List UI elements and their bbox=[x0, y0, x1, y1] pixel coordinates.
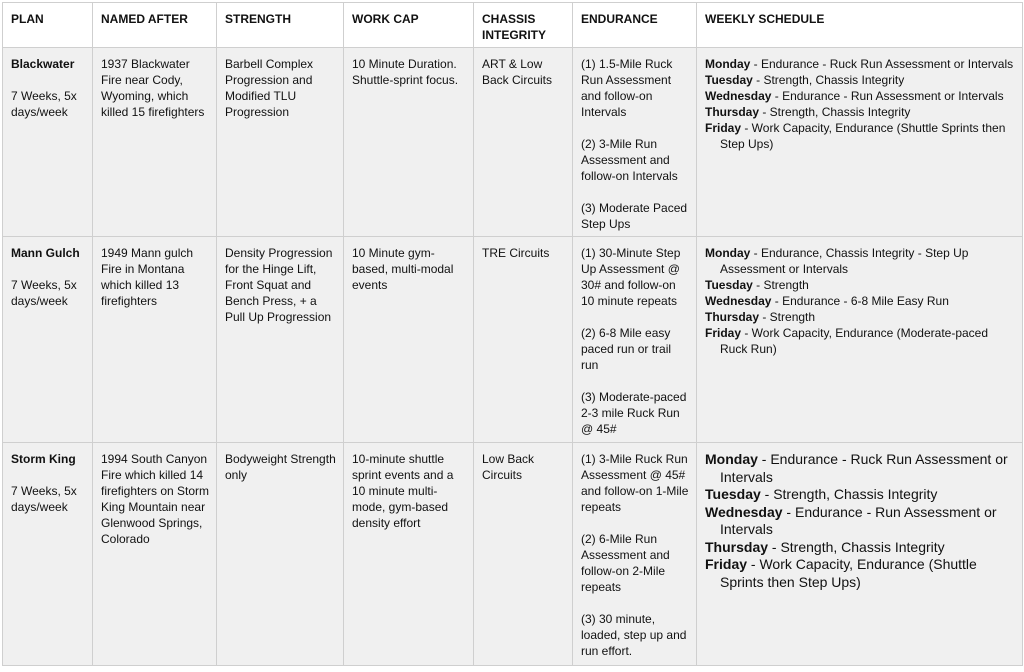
schedule-day: Thursday bbox=[705, 105, 760, 119]
work-cap-cell: 10-minute shuttle sprint events and a 10 minute multi-mode, gym-based density effort bbox=[344, 443, 474, 666]
schedule-line bbox=[705, 277, 1016, 293]
chassis-cell: Low Back Circuits bbox=[474, 443, 573, 666]
plan-cell bbox=[3, 443, 93, 666]
header-strength: STRENGTH bbox=[217, 3, 344, 48]
header-plan: PLAN bbox=[3, 3, 93, 48]
schedule-text: - Strength bbox=[752, 278, 809, 292]
header-endurance: ENDURANCE bbox=[573, 3, 697, 48]
schedule-day: Monday bbox=[705, 451, 758, 467]
schedule-line bbox=[705, 556, 1016, 591]
schedule-text: - Endurance - Run Assessment or Intervals bbox=[771, 89, 1004, 103]
header-chassis-integrity: CHASSIS INTEGRITY bbox=[474, 3, 573, 48]
schedule-text: - Work Capacity, Endurance (Shuttle Sprints then Step Ups) bbox=[720, 556, 977, 590]
schedule-day: Monday bbox=[705, 246, 751, 260]
schedule-day: Thursday bbox=[705, 538, 769, 555]
schedule-text: - Endurance - Ruck Run Assessment or Intervals bbox=[750, 57, 1014, 71]
endurance-item: (1) 3-Mile Ruck Run Assessment @ 45# and follow-on 1-Mile repeats bbox=[581, 452, 689, 514]
schedule-line bbox=[705, 72, 1016, 88]
endurance-item: (1) 1.5-Mile Ruck Run Assessment and follow-on Intervals bbox=[581, 57, 673, 119]
endurance-item: (1) 30-Minute Step Up Assessment @ 30# and follow-on 10 minute repeats bbox=[581, 246, 681, 308]
named-after-cell: 1949 Mann gulch Fire in Montana which killed 13 firefighters bbox=[93, 237, 217, 443]
schedule-line bbox=[705, 293, 1016, 309]
strength-cell: Barbell Complex Progression and Modified TLU Progression bbox=[217, 48, 344, 237]
plan-meta: 7 Weeks, 5x days/week bbox=[11, 484, 77, 514]
plan-name: Blackwater bbox=[11, 57, 75, 71]
schedule-line bbox=[705, 539, 1016, 557]
schedule-day: Friday bbox=[705, 556, 748, 572]
schedule-text: - Endurance - Run Assessment or Intervals bbox=[720, 503, 997, 537]
plan-meta: 7 Weeks, 5x days/week bbox=[11, 89, 77, 119]
schedule-day: Monday bbox=[705, 57, 751, 71]
plan-cell bbox=[3, 237, 93, 443]
training-plans-table bbox=[2, 2, 1023, 666]
endurance-item: (3) Moderate-paced 2-3 mile Ruck Run @ 45# bbox=[581, 390, 687, 436]
endurance-item: (3) 30 minute, loaded, step up and run effort. bbox=[581, 612, 687, 658]
table-row bbox=[3, 237, 1023, 443]
schedule-day: Tuesday bbox=[705, 278, 753, 292]
schedule-day: Wednesday bbox=[705, 503, 783, 520]
schedule-cell bbox=[697, 443, 1023, 666]
plan-cell bbox=[3, 48, 93, 237]
schedule-line bbox=[705, 309, 1016, 325]
plan-name: Mann Gulch bbox=[11, 246, 80, 260]
schedule-text: - Endurance - Ruck Run Assessment or Intervals bbox=[720, 451, 1008, 485]
header-work-cap: WORK CAP bbox=[344, 3, 474, 48]
schedule-day: Friday bbox=[705, 121, 742, 135]
header-named-after: NAMED AFTER bbox=[93, 3, 217, 48]
chassis-cell: ART & Low Back Circuits bbox=[474, 48, 573, 237]
header-row bbox=[3, 3, 1023, 48]
endurance-cell bbox=[573, 48, 697, 237]
schedule-line bbox=[705, 504, 1016, 539]
schedule-text: - Strength, Chassis Integrity bbox=[752, 73, 905, 87]
schedule-day: Thursday bbox=[705, 310, 760, 324]
schedule-day: Wednesday bbox=[705, 89, 772, 103]
schedule-text: - Endurance - 6-8 Mile Easy Run bbox=[771, 294, 949, 308]
schedule-text: - Work Capacity, Endurance (Moderate-paced Ruck Run) bbox=[720, 326, 989, 356]
schedule-line bbox=[705, 451, 1016, 486]
endurance-item: (2) 6-8 Mile easy paced run or trail run bbox=[581, 326, 672, 372]
plan-name: Storm King bbox=[11, 452, 76, 466]
schedule-line bbox=[705, 88, 1016, 104]
schedule-text: - Strength, Chassis Integrity bbox=[768, 538, 945, 555]
strength-cell: Bodyweight Strength only bbox=[217, 443, 344, 666]
schedule-line bbox=[705, 486, 1016, 504]
endurance-item: (2) 3-Mile Run Assessment and follow-on Intervals bbox=[581, 137, 678, 183]
schedule-cell bbox=[697, 237, 1023, 443]
plan-meta: 7 Weeks, 5x days/week bbox=[11, 278, 77, 308]
strength-cell: Density Progression for the Hinge Lift, Front Squat and Bench Press, + a Pull Up Progression bbox=[217, 237, 344, 443]
schedule-cell bbox=[697, 48, 1023, 237]
table-row bbox=[3, 48, 1023, 237]
schedule-day: Tuesday bbox=[705, 73, 753, 87]
schedule-line bbox=[705, 245, 1016, 277]
endurance-cell bbox=[573, 443, 697, 666]
schedule-text: - Endurance, Chassis Integrity - Step Up Assessment or Intervals bbox=[720, 246, 969, 276]
endurance-cell bbox=[573, 237, 697, 443]
schedule-line bbox=[705, 56, 1016, 72]
table-row bbox=[3, 443, 1023, 666]
schedule-text: - Strength, Chassis Integrity bbox=[759, 105, 911, 119]
named-after-cell: 1937 Blackwater Fire near Cody, Wyoming, which killed 15 firefighters bbox=[93, 48, 217, 237]
work-cap-cell: 10 Minute gym-based, multi-modal events bbox=[344, 237, 474, 443]
schedule-line bbox=[705, 325, 1016, 357]
work-cap-cell: 10 Minute Duration. Shuttle-sprint focus. bbox=[344, 48, 474, 237]
schedule-line bbox=[705, 120, 1016, 152]
schedule-text: - Work Capacity, Endurance (Shuttle Sprints then Step Ups) bbox=[720, 121, 1006, 151]
endurance-item: (2) 6-Mile Run Assessment and follow-on 2-Mile repeats bbox=[581, 532, 670, 594]
named-after-cell: 1994 South Canyon Fire which killed 14 firefighters on Storm King Mountain near Glenwood Springs, Colorado bbox=[93, 443, 217, 666]
schedule-day: Wednesday bbox=[705, 294, 772, 308]
schedule-text: - Strength bbox=[759, 310, 816, 324]
schedule-line bbox=[705, 104, 1016, 120]
endurance-item: (3) Moderate Paced Step Ups bbox=[581, 201, 688, 231]
chassis-cell: TRE Circuits bbox=[474, 237, 573, 443]
schedule-text: - Strength, Chassis Integrity bbox=[760, 486, 938, 502]
header-weekly-schedule: WEEKLY SCHEDULE bbox=[697, 3, 1023, 48]
schedule-day: Friday bbox=[705, 326, 742, 340]
schedule-day: Tuesday bbox=[705, 486, 761, 502]
